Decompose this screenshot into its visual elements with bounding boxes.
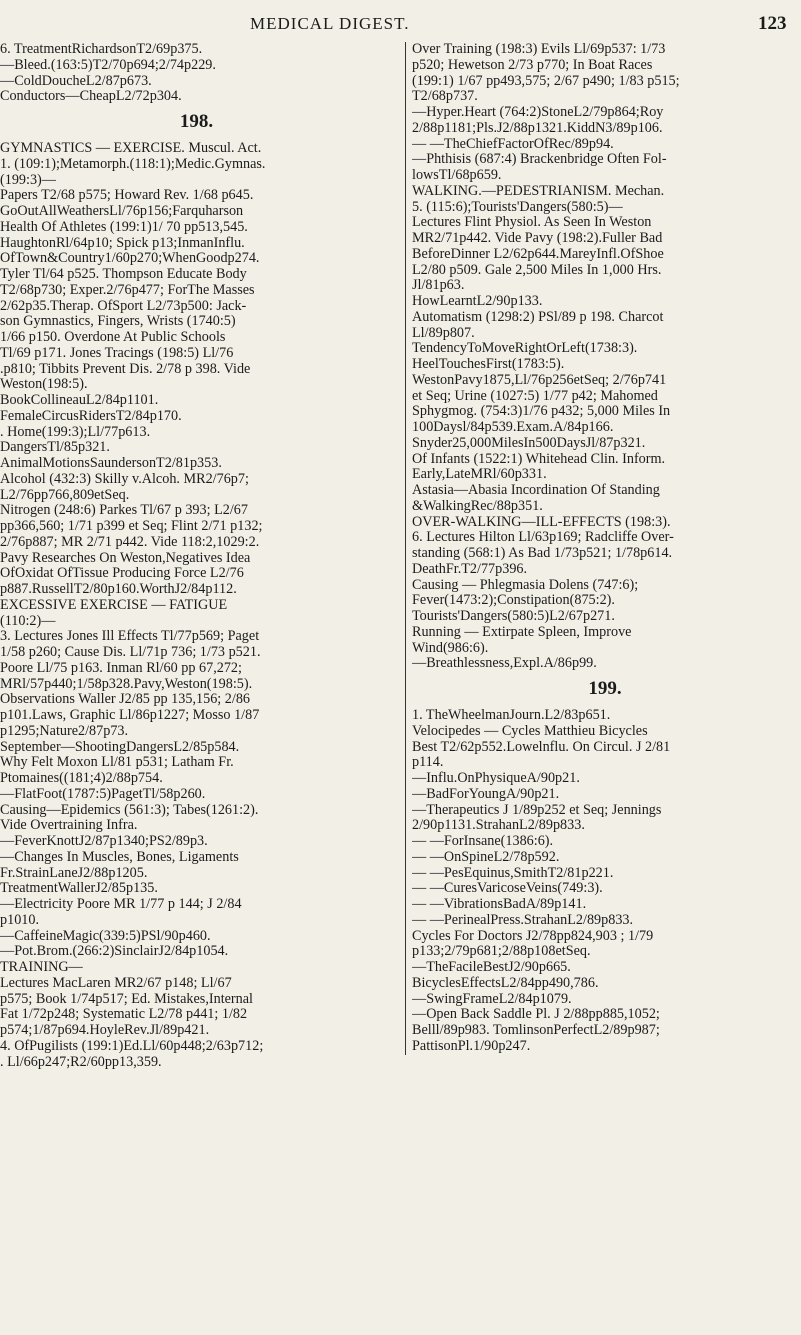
index-line: BeforeDinner L2/62p644.MareyInfl.OfShoe <box>412 246 664 262</box>
index-line: BicyclesEffectsL2/84pp490,786. <box>412 975 599 991</box>
index-line: Tourists'Dangers(580:5)L2/67p271. <box>412 609 615 624</box>
index-line: TendencyToMoveRightOrLeft(1738:3). <box>412 341 638 357</box>
index-line: Automatism (1298:2) PSl/89 p 198. Charcot <box>412 309 664 325</box>
index-line: OfTown&Country1/60p270;WhenGoodp274. <box>0 251 260 267</box>
index-line: —Phthisis (687:4) Brackenbridge Often Fol- <box>412 152 667 168</box>
index-line: 6. TreatmentRichardsonT2/69p375. <box>0 42 203 57</box>
index-line: p887.RussellT2/80p160.WorthJ2/84p112. <box>0 582 237 597</box>
index-line: 2/76p887; MR 2/71 p442. Vide 118:2,1029:2. <box>0 534 260 550</box>
index-line: — —ForInsane(1386:6). <box>412 834 554 849</box>
index-line: WALKING.—PEDESTRIANISM. Mechan. <box>412 183 665 199</box>
section-number: 199. <box>588 678 622 699</box>
page-number: 123 <box>758 13 787 34</box>
running-head: MEDICAL DIGEST. <box>250 14 410 33</box>
index-line: TRAINING— <box>0 960 83 975</box>
right-column <box>405 42 798 1055</box>
left-column <box>0 42 393 1070</box>
index-line: p1295;Nature2/87p73. <box>0 723 129 739</box>
index-line: —ColdDoucheL2/87p673. <box>0 73 152 89</box>
index-line: p114. <box>412 755 444 771</box>
index-line: . Home(199:3);Ll/77p613. <box>0 424 151 440</box>
index-line: Ll/89p807. <box>412 325 475 341</box>
index-line: —Influ.OnPhysiqueA/90p21. <box>412 771 580 786</box>
index-line: 2/62p35.Therap. OfSport L2/73p500: Jack- <box>0 298 247 314</box>
index-line: p101.Laws, Graphic Ll/86p1227; Mosso 1/87 <box>0 708 260 723</box>
index-line: pp366,560; 1/71 p399 et Seq; Flint 2/71 p132; <box>0 519 263 534</box>
index-line: 1/58 p260; Cause Dis. Ll/71p 736; 1/73 p521. <box>0 645 261 660</box>
index-line: 1. (109:1);Metamorph.(118:1);Medic.Gymnas. <box>0 156 266 172</box>
index-line: Why Felt Moxon Ll/81 p531; Latham Fr. <box>0 755 234 771</box>
index-line: Pavy Researches On Weston,Negatives Idea <box>0 550 251 566</box>
section-number: 198. <box>179 111 214 132</box>
index-line: Nitrogen (248:6) Parkes Tl/67 p 393; L2/67 <box>0 503 248 519</box>
index-line: Astasia—Abasia Incordination Of Standing <box>412 483 660 498</box>
index-line: Sphygmog. (754:3)1/76 p432; 5,000 Miles In <box>412 404 671 420</box>
index-line: 5. (115:6);Tourists'Dangers(580:5)— <box>412 199 623 215</box>
index-line: 3. Lectures Jones Ill Effects Tl/77p569; Paget <box>0 629 260 645</box>
index-line: DeathFr.T2/77p396. <box>412 561 528 577</box>
index-line: Lectures Flint Physiol. As Seen In Weston <box>412 215 652 231</box>
index-line: Velocipedes — Cycles Matthieu Bicycles <box>412 723 648 739</box>
index-line: Fr.StrainLaneJ2/88p1205. <box>0 865 148 881</box>
index-line: 2/88p1181;Pls.J2/88p1321.KiddN3/89p106. <box>412 120 663 136</box>
index-line: —Breathlessness,Expl.A/86p99. <box>412 656 597 672</box>
index-line: Fat 1/72p248; Systematic L2/78 p441; 1/82 <box>0 1007 248 1023</box>
index-line: DangersTl/85p321. <box>0 440 110 456</box>
index-line: Poore Ll/75 p163. Inman Rl/60 pp 67,272; <box>0 660 242 676</box>
index-line: —FlatFoot(1787:5)PagetTl/58p260. <box>0 786 206 802</box>
index-line: — —CuresVaricoseVeins(749:3). <box>412 881 603 897</box>
index-line: T2/68p737. <box>412 89 478 105</box>
index-line: L2/80 p509. Gale 2,500 Miles In 1,000 Hrs. <box>412 262 662 278</box>
index-line: Jl/81p63. <box>412 278 465 294</box>
index-line: —FeverKnottJ2/87p1340;PS2/89p3. <box>0 834 208 849</box>
index-line: EXCESSIVE EXERCISE — FATIGUE <box>0 597 228 613</box>
index-line: —BadForYoungA/90p21. <box>412 786 560 802</box>
index-line: — —PesEquinus,SmithT2/81p221. <box>412 865 614 881</box>
index-line: Tyler Tl/64 p525. Thompson Educate Body <box>0 267 247 282</box>
index-line: 1. TheWheelmanJourn.L2/83p651. <box>412 708 611 723</box>
index-line: Weston(198:5). <box>0 377 88 393</box>
index-line: standing (568:1) As Bad 1/73p521; 1/78p614. <box>412 546 673 561</box>
index-line: GYMNASTICS — EXERCISE. Muscul. Act. <box>0 141 262 156</box>
index-line: Conductors—CheapL2/72p304. <box>0 89 182 105</box>
index-line: Best T2/62p552.Lowelnflu. On Circul. J 2/81 <box>412 739 671 755</box>
index-line: &WalkingRec/88p351. <box>412 498 543 514</box>
index-line: Cycles For Doctors J2/78pp824,903 ; 1/79 <box>412 928 654 944</box>
index-line: Belll/89p983. TomlinsonPerfectL2/89p987; <box>412 1023 660 1038</box>
index-line: p575; Book 1/74p517; Ed. Mistakes,Internal <box>0 991 253 1007</box>
index-line: HaughtonRl/64p10; Spick p13;InmanInflu. <box>0 235 245 251</box>
index-line: FemaleCircusRidersT2/84p170. <box>0 408 182 424</box>
index-line: p520; Hewetson 2/73 p770; In Boat Races <box>412 57 653 73</box>
index-line: 4. OfPugilists (199:1)Ed.Ll/60p448;2/63p712; <box>0 1038 264 1054</box>
index-line: September—ShootingDangersL2/85p584. <box>0 739 240 755</box>
index-line: 2/90p1131.StrahanL2/89p833. <box>412 818 585 834</box>
index-line: GoOutAllWeathersLl/76p156;Farquharson <box>0 204 244 219</box>
index-line: —Therapeutics J 1/89p252 et Seq; Jennings <box>412 802 662 818</box>
index-line: Wind(986:6). <box>412 640 489 656</box>
index-line: BookCollineauL2/84p1101. <box>0 393 159 408</box>
index-line: p574;1/87p694.HoyleRev.Jl/89p421. <box>0 1023 210 1038</box>
index-line: Over Training (198:3) Evils Ll/69p537: 1/73 <box>412 42 666 57</box>
index-line: — —VibrationsBadA/89p141. <box>412 897 587 912</box>
index-line: Causing — Phlegmasia Dolens (747:6); <box>412 577 639 593</box>
index-line: 6. Lectures Hilton Ll/63p169; Radcliffe Over- <box>412 530 674 546</box>
index-line: MR2/71p442. Vide Pavy (198:2).Fuller Bad <box>412 231 663 246</box>
index-line: Observations Waller J2/85 pp 135,156; 2/86 <box>0 692 251 708</box>
index-line: p133;2/79p681;2/88p108etSeq. <box>412 944 591 960</box>
index-line: PattisonPl.1/90p247. <box>412 1038 531 1054</box>
index-line: —Open Back Saddle Pl. J 2/88pp885,1052; <box>412 1007 660 1023</box>
index-line: HeelTouchesFirst(1783:5). <box>412 357 565 372</box>
index-line: L2/76pp766,809etSeq. <box>0 487 130 503</box>
index-line: son Gymnastics, Fingers, Wrists (1740:5) <box>0 314 236 330</box>
index-line: Alcohol (432:3) Skilly v.Alcoh. MR2/76p7; <box>0 471 249 487</box>
index-line: Vide Overtraining Infra. <box>0 818 138 834</box>
index-line: et Seq; Urine (1027:5) 1/77 p42; Mahomed <box>412 388 658 404</box>
index-line: (199:3)— <box>0 172 56 188</box>
index-line: Health Of Athletes (199:1)1/ 70 pp513,545. <box>0 219 248 235</box>
index-line: Early,LateMRl/60p331. <box>412 467 547 483</box>
index-line: 100Daysl/84p539.Exam.A/84p166. <box>412 420 614 435</box>
index-line: . Ll/66p247;R2/60pp13,359. <box>0 1054 162 1070</box>
index-line: (199:1) 1/67 pp493,575; 2/67 p490; 1/83 p515; <box>412 73 680 89</box>
index-line: Of Infants (1522:1) Whitehead Clin. Inform. <box>412 451 666 467</box>
index-line: Papers T2/68 p575; Howard Rev. 1/68 p645. <box>0 188 254 204</box>
index-line: MRl/57p440;1/58p328.Pavy,Weston(198:5). <box>0 676 253 692</box>
index-line: —Electricity Poore MR 1/77 p 144; J 2/84 <box>0 897 242 912</box>
index-line: —TheFacileBestJ2/90p665. <box>412 960 571 975</box>
index-line: (110:2)— <box>0 613 56 629</box>
index-line: lowsTl/68p659. <box>412 168 502 183</box>
index-line: —Changes In Muscles, Bones, Ligaments <box>0 849 239 865</box>
index-line: — —OnSpineL2/78p592. <box>412 849 560 865</box>
index-line: HowLearntL2/90p133. <box>412 294 543 309</box>
index-line: .p810; Tibbits Prevent Dis. 2/78 p 398. Vide <box>0 361 251 377</box>
index-line: p1010. <box>0 912 40 928</box>
index-line: 1/66 p150. Overdone At Public Schools <box>0 330 226 345</box>
index-line: Snyder25,000MilesIn500DaysJl/87p321. <box>412 435 646 451</box>
index-line: Causing—Epidemics (561:3); Tabes(1261:2). <box>0 802 259 818</box>
index-line: AnimalMotionsSaundersonT2/81p353. <box>0 456 222 471</box>
index-line: WestonPavy1875,Ll/76p256etSeq; 2/76p741 <box>412 372 667 388</box>
index-line: Lectures MacLaren MR2/67 p148; Ll/67 <box>0 975 232 991</box>
index-line: T2/68p730; Exper.2/76p477; ForThe Masses <box>0 282 255 298</box>
index-line: —Pot.Brom.(266:2)SinclairJ2/84p1054. <box>0 944 229 960</box>
index-line: — —PerinealPress.StrahanL2/89p833. <box>412 912 634 928</box>
index-line: Fever(1473:2);Constipation(875:2). <box>412 593 615 609</box>
index-line: Ptomaines((181;4)2/88p754. <box>0 771 163 786</box>
index-line: —CaffeineMagic(339:5)PSl/90p460. <box>0 928 211 944</box>
index-line: TreatmentWallerJ2/85p135. <box>0 881 158 897</box>
index-line: —Bleed.(163:5)T2/70p694;2/74p229. <box>0 57 216 73</box>
index-line: —Hyper.Heart (764:2)StoneL2/79p864;Roy <box>412 105 664 120</box>
index-line: OfOxidat OfTissue Producing Force L2/76 <box>0 566 244 582</box>
index-line: — —TheChiefFactorOfRec/89p94. <box>412 136 614 152</box>
index-line: OVER-WALKING—ILL-EFFECTS (198:3). <box>412 514 671 530</box>
index-line: Tl/69 p171. Jones Tracings (198:5) Ll/76 <box>0 345 234 361</box>
index-line: —SwingFrameL2/84p1079. <box>412 991 572 1007</box>
index-line: Running — Extirpate Spleen, Improve <box>412 624 632 640</box>
